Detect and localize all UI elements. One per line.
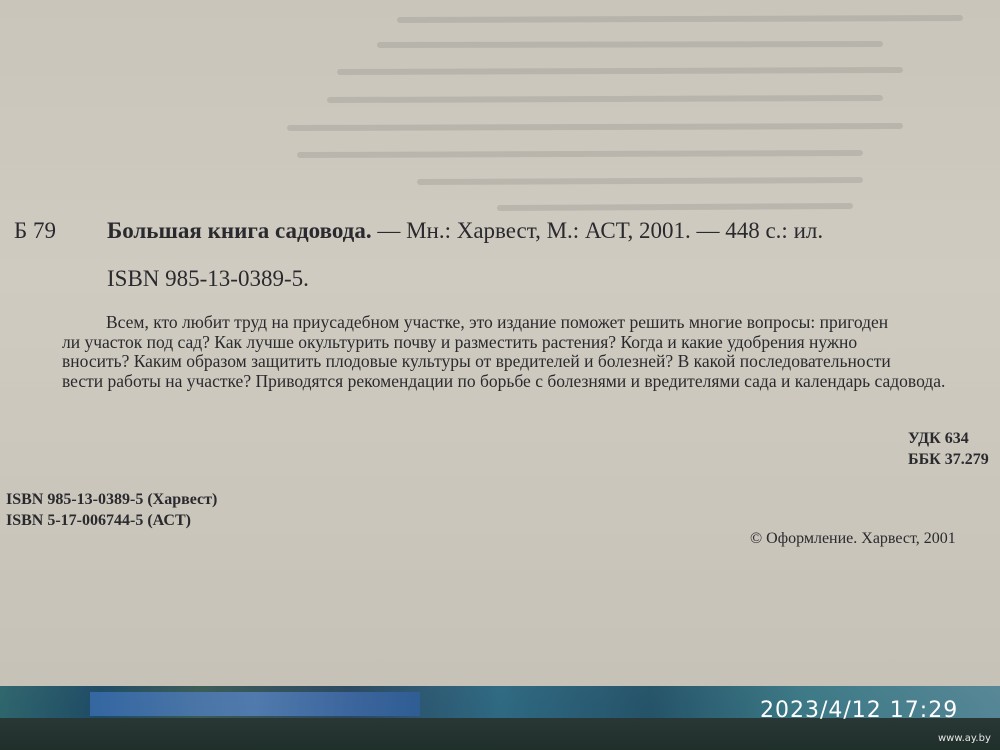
bibliographic-entry [107,218,823,244]
book-title: Большая книга садовода. [107,218,372,243]
annotation-line: Всем, кто любит труд на приусадебном участке, это издание поможет решить многие вопросы: пригоден [106,312,889,332]
udk-code: УДК 634 [908,430,969,447]
cover-color-band [90,692,420,716]
bbk-code: ББК 37.279 [908,451,989,468]
publication-details: — Мн.: Харвест, М.: АСТ, 2001. — 448 с.: ил. [371,218,824,243]
annotation-line: ли участок под сад? Как лучше окультурить почву и разместить растения? Когда и какие удобрения нужно [62,331,858,352]
isbn-ast: ISBN 5-17-006744-5 (АСТ) [6,512,191,529]
isbn-main: ISBN 985-13-0389-5. [107,266,309,291]
site-watermark: www.ay.by [938,733,991,744]
isbn-harvest: ISBN 985-13-0389-5 (Харвест) [6,491,218,508]
annotation-line: вести работы на участке? Приводятся рекомендации по борьбе с болезнями и вредителями сада и календарь садовода. [62,370,946,391]
catalog-code: Б 79 [14,218,56,243]
annotation-paragraph [62,313,992,391]
bleed-through-text [0,0,1000,300]
copyright-notice: © Оформление. Харвест, 2001 [750,530,956,547]
annotation-line: вносить? Каким образом защитить плодовые культуры от вредителей и болезней? В какой последовательности [62,351,891,372]
photo-timestamp: 2023/4/12 17:29 [760,698,959,723]
